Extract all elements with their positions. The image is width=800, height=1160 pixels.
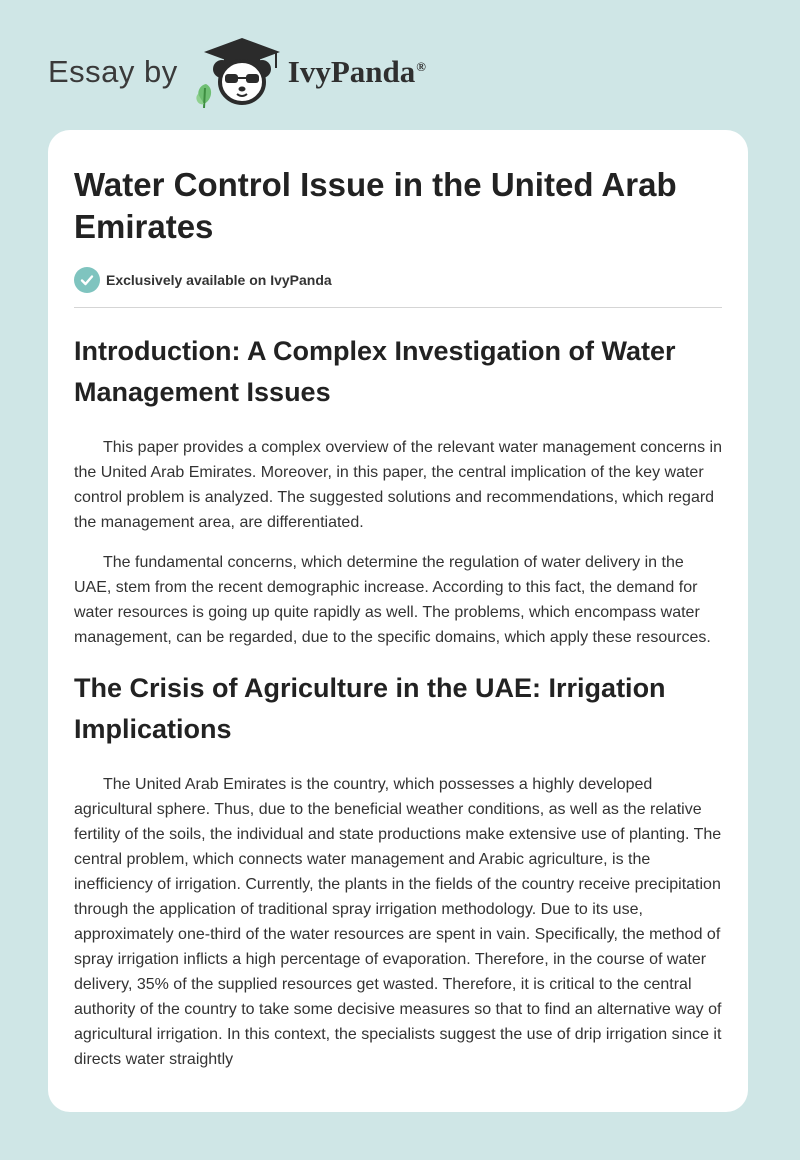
check-circle-icon bbox=[74, 267, 100, 293]
paragraph: The United Arab Emirates is the country, which possesses a highly developed agricultural sphere. Thus, due to the beneficial weather conditions, as well as the relative fertility of the soils, the individual and state productions make extensive use of planting. The central problem, which connects water management and Arabic agriculture, is the inefficiency of irrigation. Currently, the plants in the fields of the country receive precipitation through the application of traditional spray irrigation methodology. Due to its use, approximately one-third of the water resources are spent in vain. Specifically, the method of spray irrigation inflicts a high percentage of evaporation. Therefore, in the course of water delivery, 35% of the supplied resources get wasted. Therefore, it is critical to the central authority of the country to take some decisive measures so that to find an alternative way of agricultural irrigation. In this context, the specialists suggest the use of drip irrigation since it directs water straightly bbox=[74, 776, 722, 1068]
essay-title: Water Control Issue in the United Arab Emirates bbox=[74, 166, 677, 245]
section-introduction bbox=[74, 331, 722, 650]
registered-mark: ® bbox=[416, 58, 426, 74]
panda-logo-icon[interactable] bbox=[192, 34, 284, 110]
brand-name[interactable]: IvyPanda® bbox=[287, 54, 426, 89]
essay-card bbox=[48, 130, 748, 1112]
title-divider bbox=[74, 307, 722, 308]
essay-by-label: Essay by bbox=[48, 54, 178, 89]
section-heading: The Crisis of Agriculture in the UAE: Irrigation Implications bbox=[74, 673, 666, 744]
section-agriculture-crisis bbox=[74, 668, 722, 1072]
exclusive-badge bbox=[74, 266, 722, 294]
site-header bbox=[48, 34, 426, 110]
exclusive-badge-label: Exclusively available on IvyPanda bbox=[106, 272, 332, 288]
paragraph: This paper provides a complex overview of the relevant water management concerns in the United Arab Emirates. Moreover, in this paper, the central implication of the key water control problem is analyzed. The suggested solutions and recommendations, which regard the management area, are differentiated. bbox=[74, 439, 722, 531]
paragraph: The fundamental concerns, which determine the regulation of water delivery in the UAE, stem from the recent demographic increase. According to this fact, the demand for water resources is going up quite rapidly as well. The problems, which encompass water management, can be regarded, due to the specific domains, which apply these resources. bbox=[74, 554, 711, 646]
section-heading: Introduction: A Complex Investigation of Water Management Issues bbox=[74, 336, 676, 407]
